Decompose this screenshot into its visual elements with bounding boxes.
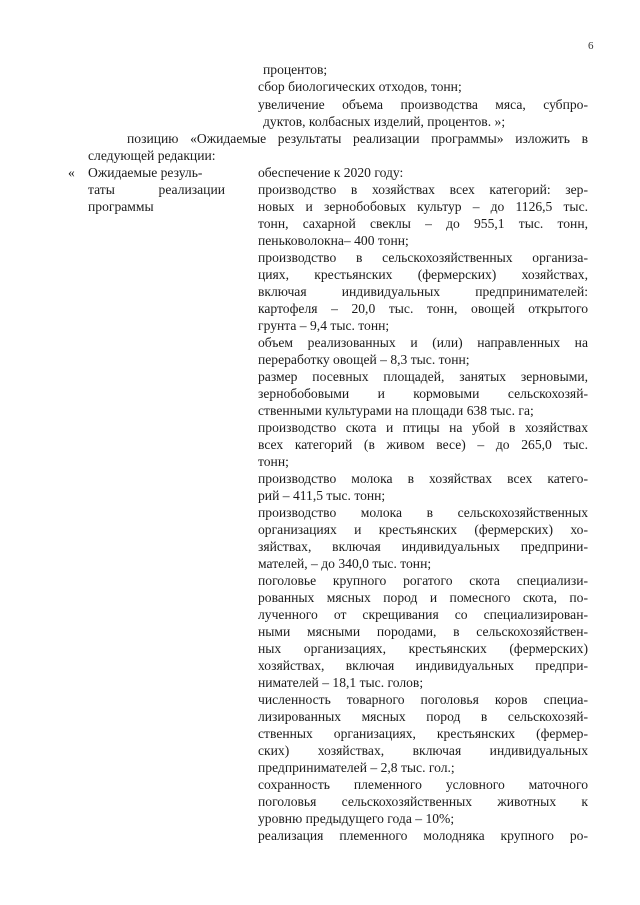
- text-line: рий – 411,5 тыс. тонн;: [258, 488, 386, 503]
- text-line: поголовья сельскохозяйственных животных к: [258, 794, 588, 809]
- text-line: производство в сельскохозяйственных организа-: [258, 250, 588, 265]
- left-cell-line: Ожидаемые резуль-: [88, 165, 203, 180]
- text-line: увеличение объема производства мяса, субпро-: [258, 97, 588, 112]
- text-line: производство скота и птицы на убой в хозяйствах: [258, 420, 588, 435]
- text-line: зяйствах, включая индивидуальных предприни-: [258, 539, 588, 554]
- text-line: пеньковолокна– 400 тонн;: [258, 233, 409, 248]
- text-line: рованных мясных пород и помесного скота, по-: [258, 590, 588, 605]
- text-line: ными мясными породами, в сельскохозяйствен-: [258, 624, 588, 639]
- text-line: размер посевных площадей, занятых зерновыми,: [258, 369, 588, 384]
- text-line: всех категорий (в живом весе) – до 265,0 тыс.: [258, 437, 588, 452]
- text-line: обеспечение к 2020 году:: [258, 165, 404, 180]
- left-cell-line: таты реализации: [88, 182, 225, 197]
- text-line: грунта – 9,4 тыс. тонн;: [258, 318, 390, 333]
- text-line: объем реализованных и (или) направленных на: [258, 335, 588, 350]
- text-line: сохранность племенного условного маточного: [258, 777, 588, 792]
- text-line: дуктов, колбасных изделий, процентов. »;: [263, 114, 506, 129]
- text-line: организациях и крестьянских (фермерских) хо-: [258, 522, 588, 537]
- text-line: включая индивидуальных предпринимателей:: [258, 284, 588, 299]
- text-line: хозяйствах, включая индивидуальных предпри-: [258, 658, 588, 673]
- instruction-line: позицию «Ожидаемые результаты реализации программы» изложить в: [127, 131, 588, 146]
- text-line: новых и зернобобовых культур – до 1126,5 тыс.: [258, 199, 588, 214]
- text-line: тонн;: [258, 454, 289, 469]
- text-line: ных организациях, крестьянских (фермерских): [258, 641, 588, 656]
- text-line: нимателей – 18,1 тыс. голов;: [258, 675, 424, 690]
- instruction-line: следующей редакции:: [88, 148, 216, 163]
- text-line: производство молока в хозяйствах всех катего-: [258, 471, 588, 486]
- text-line: численность товарного поголовья коров специа-: [258, 692, 588, 707]
- text-line: ственных организациях, крестьянских (фермер-: [258, 726, 588, 741]
- text-line: сбор биологических отходов, тонн;: [258, 79, 462, 94]
- text-line: процентов;: [263, 62, 328, 77]
- text-line: картофеля – 20,0 тыс. тонн, овощей открытого: [258, 301, 588, 316]
- text-line: зернобобовыми и кормовыми сельскохозяй-: [258, 386, 588, 401]
- text-line: производство молока в сельскохозяйственных: [258, 505, 588, 520]
- text-line: предпринимателей – 2,8 тыс. гол.;: [258, 760, 455, 775]
- text-line: ских) хозяйствах, включая индивидуальных: [258, 743, 588, 758]
- text-line: мателей, – до 340,0 тыс. тонн;: [258, 556, 432, 571]
- text-line: тонн, сахарной свеклы – до 955,1 тыс. тонн,: [258, 216, 588, 231]
- text-line: реализация племенного молодняка крупного ро-: [258, 828, 588, 843]
- text-line: лученного от скрещивания со специализирован-: [258, 607, 588, 622]
- text-line: ственными культурами на площади 638 тыс. га;: [258, 403, 534, 418]
- text-line: производство в хозяйствах всех категорий: зер-: [258, 182, 588, 197]
- opening-quote: «: [68, 165, 75, 180]
- left-cell-line: программы: [88, 199, 154, 214]
- text-line: поголовье крупного рогатого скота специализи-: [258, 573, 588, 588]
- text-line: переработку овощей – 8,3 тыс. тонн;: [258, 352, 470, 367]
- text-line: уровню предыдущего года – 10%;: [258, 811, 455, 826]
- page-number: 6: [588, 40, 594, 52]
- text-line: циях, крестьянских (фермерских) хозяйствах,: [258, 267, 588, 282]
- text-line: лизированных мясных пород в сельскохозяй-: [258, 709, 588, 724]
